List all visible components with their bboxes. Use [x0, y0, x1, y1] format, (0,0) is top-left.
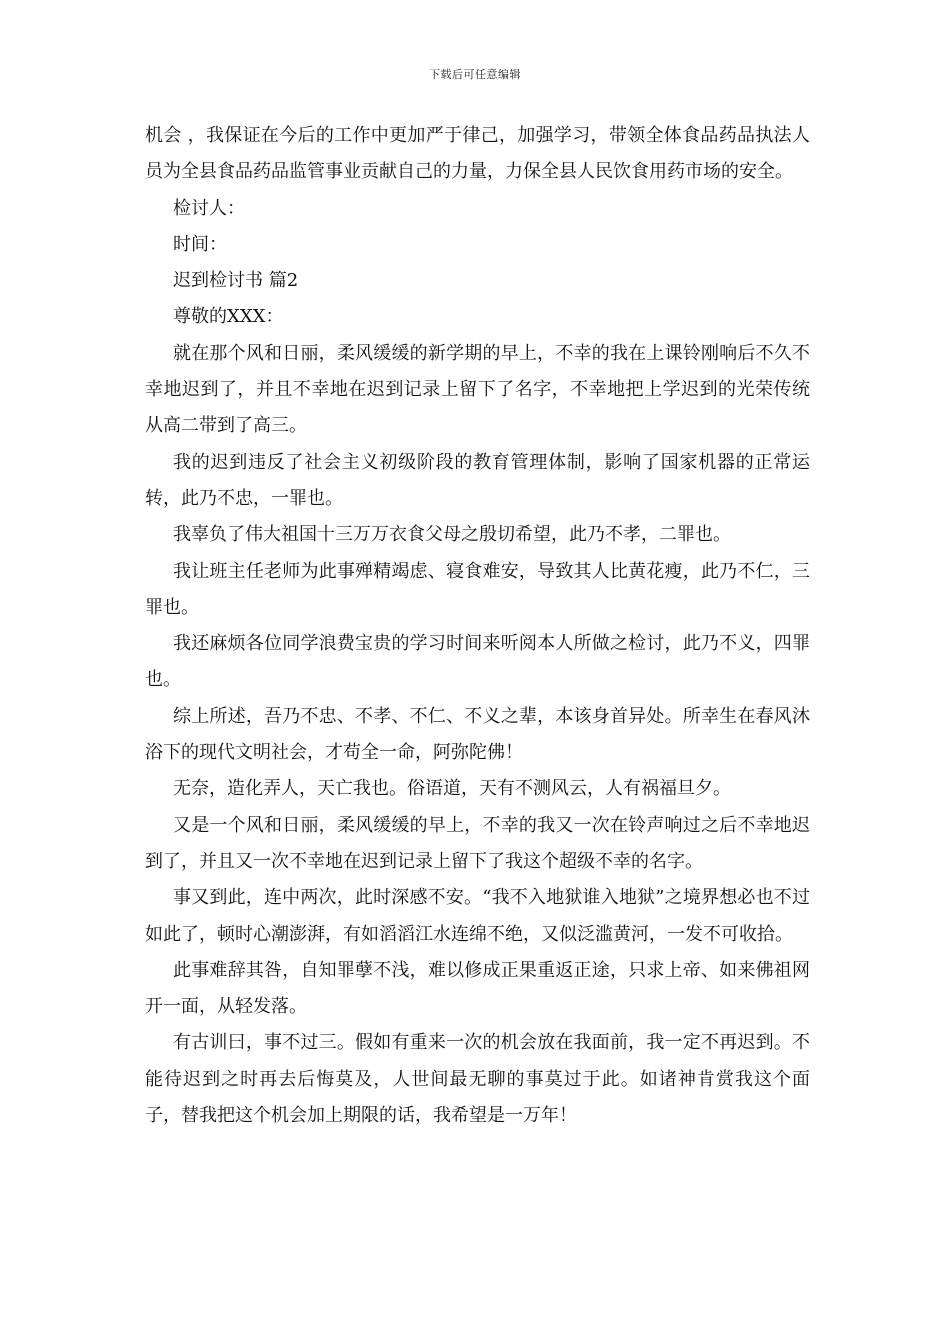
paragraph: 我让班主任老师为此事殚精竭虑、寝食难安，导致其人比黄花瘦，此乃不仁，三罪也。: [145, 560, 810, 618]
paragraph: 我的迟到违反了社会主义初级阶段的教育管理体制，影响了国家机器的正常运转，此乃不忠，一罪也。: [145, 451, 810, 509]
paragraph: 无奈，造化弄人，天亡我也。俗语道，天有不测风云，人有祸福旦夕。: [173, 778, 731, 800]
paragraph: 我辜负了伟大祖国十三万万衣食父母之殷切希望，此乃不孝，二罪也。: [173, 524, 731, 546]
paragraph: 此事难辞其咎，自知罪孽不浅，难以修成正果重返正途，只求上帝、如来佛祖网开一面，从轻发落。: [145, 959, 810, 1018]
page-header: 下载后可任意编辑: [429, 68, 521, 81]
paragraph: 就在那个风和日丽，柔风缓缓的新学期的早上，不幸的我在上课铃刚响后不久不幸地迟到了，并且不幸地在迟到记录上留下了名字，不幸地把上学迟到的光荣传统从高二带到了高三。: [145, 342, 810, 437]
document-body: [145, 118, 810, 1134]
paragraph-opening: 机会 ，我保证在今后的工作中更加严于律己，加强学习，带领全体食品药品执法人员为全县食品药品监管事业贡献自己的力量，力保全县人民饮食用药市场的安全。: [145, 125, 810, 183]
paragraph-date: 时间：: [173, 233, 227, 255]
paragraph: 综上所述，吾乃不忠、不孝、不仁、不义之辈，本该身首异处。所幸生在春风沐浴下的现代文明社会，才苟全一命，阿弥陀佛！: [145, 705, 810, 764]
paragraph: 事又到此，连中两次，此时深感不安。“我不入地狱谁入地狱”之境界想必也不过如此了，顿时心潮澎湃，有如滔滔江水连绵不绝，又似泛滥黄河，一发不可收拾。: [145, 887, 810, 945]
paragraph: 我还麻烦各位同学浪费宝贵的学习时间来听阅本人所做之检讨，此乃不义，四罪也。: [145, 633, 810, 691]
salutation: 尊敬的XXX：: [173, 306, 284, 328]
paragraph-closing: 有古训曰，事不过三。假如有重来一次的机会放在我面前，我一定不再迟到。不能待迟到之时再去后悔莫及，人世间最无聊的事莫过于此。如诸神肯赏我这个面子，替我把这个机会加上期限的话，我希望是一万年！: [145, 1032, 810, 1127]
paragraph: 又是一个风和日丽，柔风缓缓的早上，不幸的我又一次在铃声响过之后不幸地迟到了，并且又一次不幸地在迟到记录上留下了我这个超级不幸的名字。: [145, 814, 810, 872]
paragraph-signer: 检讨人：: [173, 197, 245, 219]
section-title: 迟到检讨书 篇2: [173, 270, 299, 292]
